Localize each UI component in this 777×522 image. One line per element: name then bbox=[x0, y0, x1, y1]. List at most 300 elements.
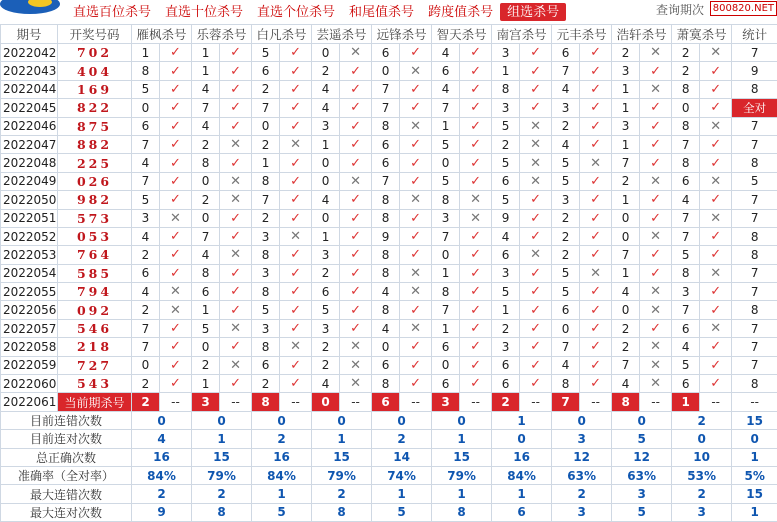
current-kill-number: 7 bbox=[552, 393, 580, 411]
check-icon: ✓ bbox=[580, 301, 612, 319]
check-icon: ✓ bbox=[700, 62, 732, 80]
column-header: 远锋杀号 bbox=[372, 25, 432, 44]
kill-number-cell: 3 bbox=[672, 283, 700, 301]
stat-value: 1 bbox=[432, 485, 492, 503]
kill-number-cell: 5 bbox=[672, 246, 700, 264]
kill-number-cell: 7 bbox=[372, 172, 400, 190]
kill-number-cell: 8 bbox=[252, 283, 280, 301]
cross-icon: ✕ bbox=[400, 117, 432, 135]
check-icon: ✓ bbox=[640, 319, 672, 337]
kill-number-cell: 7 bbox=[132, 172, 160, 190]
kill-number-cell: 0 bbox=[612, 209, 640, 227]
stat-value: 3 bbox=[552, 430, 612, 448]
check-icon: ✓ bbox=[340, 319, 372, 337]
stat-value: 5 bbox=[612, 503, 672, 521]
current-kill-number: 8 bbox=[612, 393, 640, 411]
check-icon: ✓ bbox=[640, 117, 672, 135]
period-cell: 2022046 bbox=[1, 117, 58, 135]
cross-icon: ✕ bbox=[340, 356, 372, 374]
cross-icon: ✕ bbox=[340, 338, 372, 356]
kill-number-cell: 4 bbox=[312, 80, 340, 98]
table-row bbox=[1, 301, 777, 319]
cross-icon: ✕ bbox=[340, 44, 372, 62]
check-icon: ✓ bbox=[700, 356, 732, 374]
kill-number-cell: 4 bbox=[192, 80, 220, 98]
draw-number-cell: 546 bbox=[58, 319, 132, 337]
kill-number-cell: 1 bbox=[192, 62, 220, 80]
kill-number-cell: 1 bbox=[432, 117, 460, 135]
count-cell: 5 bbox=[732, 172, 777, 190]
kill-number-cell: 2 bbox=[252, 375, 280, 393]
kill-number-cell: 8 bbox=[372, 301, 400, 319]
stat-value: 84% bbox=[132, 466, 192, 484]
check-icon: ✓ bbox=[460, 301, 492, 319]
cross-icon: ✕ bbox=[460, 209, 492, 227]
kill-number-cell: 2 bbox=[552, 227, 580, 245]
period-cell: 2022051 bbox=[1, 209, 58, 227]
check-icon: ✓ bbox=[280, 246, 312, 264]
check-icon: ✓ bbox=[640, 154, 672, 172]
check-icon: ✓ bbox=[520, 356, 552, 374]
stat-value: 12 bbox=[612, 448, 672, 466]
stat-value: 63% bbox=[612, 466, 672, 484]
kill-number-cell: 4 bbox=[372, 283, 400, 301]
pending-mark: -- bbox=[220, 393, 252, 411]
kill-number-cell: 0 bbox=[312, 172, 340, 190]
draw-number-cell: 727 bbox=[58, 356, 132, 374]
kill-number-cell: 7 bbox=[252, 99, 280, 117]
tab-3[interactable]: 和尾值杀号 bbox=[342, 3, 421, 21]
tab-5[interactable]: 组选杀号 bbox=[500, 3, 566, 21]
kill-number-cell: 7 bbox=[552, 62, 580, 80]
check-icon: ✓ bbox=[700, 135, 732, 153]
kill-number-cell: 5 bbox=[492, 191, 520, 209]
check-icon: ✓ bbox=[700, 80, 732, 98]
kill-number-cell: 7 bbox=[192, 99, 220, 117]
count-cell: 7 bbox=[732, 338, 777, 356]
kill-number-cell: 7 bbox=[132, 338, 160, 356]
stat-row bbox=[1, 411, 777, 429]
kill-number-cell: 7 bbox=[612, 246, 640, 264]
table-row bbox=[1, 135, 777, 153]
kill-number-cell: 7 bbox=[192, 227, 220, 245]
stat-label: 最大连对次数 bbox=[1, 503, 132, 521]
column-header: 南宫杀号 bbox=[492, 25, 552, 44]
check-icon: ✓ bbox=[400, 209, 432, 227]
period-cell: 2022060 bbox=[1, 375, 58, 393]
kill-number-cell: 8 bbox=[372, 117, 400, 135]
kill-number-cell: 1 bbox=[612, 264, 640, 282]
stat-value: 53% bbox=[672, 466, 732, 484]
kill-number-cell: 2 bbox=[612, 44, 640, 62]
check-icon: ✓ bbox=[340, 117, 372, 135]
check-icon: ✓ bbox=[280, 99, 312, 117]
kill-number-cell: 0 bbox=[192, 172, 220, 190]
cross-icon: ✕ bbox=[700, 264, 732, 282]
stat-value: 0 bbox=[252, 411, 312, 429]
tab-0[interactable]: 直选百位杀号 bbox=[66, 3, 158, 21]
current-kill-number: 6 bbox=[372, 393, 400, 411]
kill-number-cell: 6 bbox=[492, 172, 520, 190]
column-header: 乐蓉杀号 bbox=[192, 25, 252, 44]
check-icon: ✓ bbox=[700, 99, 732, 117]
check-icon: ✓ bbox=[160, 264, 192, 282]
kill-number-cell: 9 bbox=[492, 209, 520, 227]
kill-number-cell: 4 bbox=[312, 191, 340, 209]
kill-number-cell: 8 bbox=[372, 191, 400, 209]
kill-number-cell: 6 bbox=[672, 172, 700, 190]
kill-number-cell: 1 bbox=[192, 301, 220, 319]
stat-value: 2 bbox=[132, 485, 192, 503]
kill-number-cell: 0 bbox=[372, 338, 400, 356]
check-icon: ✓ bbox=[280, 283, 312, 301]
stat-value: 16 bbox=[492, 448, 552, 466]
draw-number-cell: 585 bbox=[58, 264, 132, 282]
check-icon: ✓ bbox=[400, 227, 432, 245]
kill-number-cell: 7 bbox=[372, 99, 400, 117]
query-period-label: 查询期次 bbox=[656, 1, 704, 18]
stat-value: 1 bbox=[312, 430, 372, 448]
check-icon: ✓ bbox=[160, 319, 192, 337]
current-kill-number: 3 bbox=[432, 393, 460, 411]
kill-number-cell: 0 bbox=[192, 209, 220, 227]
kill-number-cell: 6 bbox=[132, 264, 160, 282]
cross-icon: ✕ bbox=[220, 135, 252, 153]
tab-2[interactable]: 直选个位杀号 bbox=[250, 3, 342, 21]
pending-mark: -- bbox=[400, 393, 432, 411]
kill-number-cell: 5 bbox=[492, 154, 520, 172]
current-kill-number: 2 bbox=[492, 393, 520, 411]
draw-number-cell: 225 bbox=[58, 154, 132, 172]
check-icon: ✓ bbox=[220, 301, 252, 319]
draw-number-cell: 026 bbox=[58, 172, 132, 190]
check-icon: ✓ bbox=[340, 264, 372, 282]
check-icon: ✓ bbox=[220, 227, 252, 245]
count-cell: 7 bbox=[732, 283, 777, 301]
kill-number-cell: 2 bbox=[552, 246, 580, 264]
stat-value: 1 bbox=[372, 485, 432, 503]
cross-icon: ✕ bbox=[700, 209, 732, 227]
check-icon: ✓ bbox=[280, 301, 312, 319]
check-icon: ✓ bbox=[400, 172, 432, 190]
stat-value: 9 bbox=[132, 503, 192, 521]
count-cell: 8 bbox=[732, 80, 777, 98]
kill-number-cell: 3 bbox=[492, 338, 520, 356]
stat-value: 0 bbox=[132, 411, 192, 429]
stat-value: 1 bbox=[732, 503, 777, 521]
cross-icon: ✕ bbox=[160, 209, 192, 227]
period-cell: 2022054 bbox=[1, 264, 58, 282]
stat-value: 5 bbox=[372, 503, 432, 521]
pending-mark: -- bbox=[700, 393, 732, 411]
check-icon: ✓ bbox=[340, 191, 372, 209]
check-icon: ✓ bbox=[580, 44, 612, 62]
kill-number-cell: 2 bbox=[192, 191, 220, 209]
stat-value: 0 bbox=[192, 411, 252, 429]
kill-number-cell: 2 bbox=[312, 62, 340, 80]
check-icon: ✓ bbox=[160, 117, 192, 135]
stat-value: 5 bbox=[252, 503, 312, 521]
check-icon: ✓ bbox=[700, 301, 732, 319]
cross-icon: ✕ bbox=[700, 117, 732, 135]
site-logo-icon bbox=[0, 0, 60, 20]
kill-number-cell: 4 bbox=[312, 99, 340, 117]
cross-icon: ✕ bbox=[220, 172, 252, 190]
check-icon: ✓ bbox=[460, 44, 492, 62]
stat-value: 0 bbox=[312, 411, 372, 429]
stat-value: 2 bbox=[312, 485, 372, 503]
kill-number-cell: 1 bbox=[612, 191, 640, 209]
cross-icon: ✕ bbox=[400, 283, 432, 301]
kill-number-cell: 1 bbox=[132, 44, 160, 62]
draw-number-cell: 875 bbox=[58, 117, 132, 135]
kill-number-cell: 3 bbox=[612, 117, 640, 135]
kill-number-cell: 6 bbox=[192, 283, 220, 301]
kill-number-cell: 8 bbox=[672, 117, 700, 135]
check-icon: ✓ bbox=[160, 338, 192, 356]
tab-4[interactable]: 跨度值杀号 bbox=[421, 3, 500, 21]
period-cell: 2022058 bbox=[1, 338, 58, 356]
check-icon: ✓ bbox=[520, 338, 552, 356]
check-icon: ✓ bbox=[520, 283, 552, 301]
check-icon: ✓ bbox=[520, 227, 552, 245]
kill-number-cell: 7 bbox=[672, 209, 700, 227]
draw-number-cell: 764 bbox=[58, 246, 132, 264]
count-cell: 7 bbox=[732, 44, 777, 62]
check-icon: ✓ bbox=[580, 172, 612, 190]
count-cell: 7 bbox=[732, 319, 777, 337]
kill-number-cell: 2 bbox=[132, 301, 160, 319]
count-cell: 7 bbox=[732, 191, 777, 209]
column-header: 雁枫杀号 bbox=[132, 25, 192, 44]
period-cell: 2022055 bbox=[1, 283, 58, 301]
kill-number-cell: 4 bbox=[552, 135, 580, 153]
kill-number-cell: 4 bbox=[492, 227, 520, 245]
kill-number-cell: 4 bbox=[132, 227, 160, 245]
kill-number-cell: 6 bbox=[672, 375, 700, 393]
kill-number-cell: 2 bbox=[252, 209, 280, 227]
stat-label: 准确率（全对率） bbox=[1, 466, 132, 484]
count-cell: 7 bbox=[732, 264, 777, 282]
pending-mark: -- bbox=[640, 393, 672, 411]
period-cell: 2022059 bbox=[1, 356, 58, 374]
check-icon: ✓ bbox=[220, 375, 252, 393]
draw-number-cell: 702 bbox=[58, 44, 132, 62]
check-icon: ✓ bbox=[220, 99, 252, 117]
check-icon: ✓ bbox=[400, 246, 432, 264]
cross-icon: ✕ bbox=[520, 154, 552, 172]
pending-mark: -- bbox=[520, 393, 552, 411]
check-icon: ✓ bbox=[640, 135, 672, 153]
kill-number-cell: 6 bbox=[492, 375, 520, 393]
stat-value: 1 bbox=[432, 430, 492, 448]
count-cell: 8 bbox=[732, 246, 777, 264]
stat-value: 8 bbox=[192, 503, 252, 521]
stat-value: 12 bbox=[552, 448, 612, 466]
kill-number-cell: 7 bbox=[672, 301, 700, 319]
check-icon: ✓ bbox=[580, 99, 612, 117]
check-icon: ✓ bbox=[160, 135, 192, 153]
cross-icon: ✕ bbox=[640, 338, 672, 356]
stat-value: 15 bbox=[732, 485, 777, 503]
kill-number-cell: 3 bbox=[312, 319, 340, 337]
kill-number-cell: 8 bbox=[252, 338, 280, 356]
kill-number-cell: 8 bbox=[372, 246, 400, 264]
current-kill-label: 当前期杀号 bbox=[58, 393, 132, 411]
stat-value: 15 bbox=[732, 411, 777, 429]
stat-value: 84% bbox=[252, 466, 312, 484]
kill-number-cell: 4 bbox=[312, 375, 340, 393]
kill-number-cell: 7 bbox=[552, 338, 580, 356]
check-icon: ✓ bbox=[220, 80, 252, 98]
cross-icon: ✕ bbox=[160, 283, 192, 301]
kill-number-cell: 2 bbox=[192, 135, 220, 153]
kill-number-cell: 0 bbox=[252, 117, 280, 135]
kill-number-cell: 3 bbox=[492, 44, 520, 62]
kill-number-cell: 1 bbox=[432, 319, 460, 337]
period-cell: 2022042 bbox=[1, 44, 58, 62]
check-icon: ✓ bbox=[520, 80, 552, 98]
stat-value: 1 bbox=[492, 411, 552, 429]
kill-number-cell: 1 bbox=[612, 80, 640, 98]
kill-number-cell: 2 bbox=[252, 135, 280, 153]
stat-value: 0 bbox=[732, 430, 777, 448]
cross-icon: ✕ bbox=[340, 172, 372, 190]
kill-number-cell: 2 bbox=[552, 117, 580, 135]
cross-icon: ✕ bbox=[400, 264, 432, 282]
check-icon: ✓ bbox=[700, 191, 732, 209]
period-cell: 2022053 bbox=[1, 246, 58, 264]
check-icon: ✓ bbox=[340, 227, 372, 245]
kill-number-cell: 1 bbox=[492, 62, 520, 80]
check-icon: ✓ bbox=[400, 80, 432, 98]
kill-number-cell: 2 bbox=[612, 319, 640, 337]
tab-1[interactable]: 直选十位杀号 bbox=[158, 3, 250, 21]
stat-value: 0 bbox=[612, 411, 672, 429]
draw-number-cell: 218 bbox=[58, 338, 132, 356]
stat-value: 8 bbox=[312, 503, 372, 521]
kill-number-cell: 4 bbox=[552, 356, 580, 374]
check-icon: ✓ bbox=[460, 246, 492, 264]
kill-type-tabs bbox=[66, 3, 566, 21]
check-icon: ✓ bbox=[460, 172, 492, 190]
table-row bbox=[1, 62, 777, 80]
kill-number-cell: 1 bbox=[312, 227, 340, 245]
table-header bbox=[1, 25, 777, 44]
column-header: 萧寞杀号 bbox=[672, 25, 732, 44]
stat-value: 1 bbox=[492, 485, 552, 503]
check-icon: ✓ bbox=[340, 62, 372, 80]
kill-number-cell: 2 bbox=[492, 135, 520, 153]
kill-number-table bbox=[0, 24, 777, 522]
check-icon: ✓ bbox=[580, 246, 612, 264]
kill-number-cell: 9 bbox=[372, 227, 400, 245]
check-icon: ✓ bbox=[220, 44, 252, 62]
current-row bbox=[1, 393, 777, 411]
count-cell: 7 bbox=[732, 209, 777, 227]
kill-number-cell: 5 bbox=[192, 319, 220, 337]
check-icon: ✓ bbox=[280, 80, 312, 98]
kill-number-cell: 5 bbox=[132, 80, 160, 98]
kill-number-cell: 6 bbox=[312, 283, 340, 301]
check-icon: ✓ bbox=[580, 117, 612, 135]
kill-number-cell: 0 bbox=[612, 301, 640, 319]
check-icon: ✓ bbox=[280, 191, 312, 209]
check-icon: ✓ bbox=[160, 356, 192, 374]
kill-number-cell: 2 bbox=[612, 172, 640, 190]
kill-number-cell: 0 bbox=[432, 356, 460, 374]
check-icon: ✓ bbox=[280, 117, 312, 135]
period-cell: 2022061 bbox=[1, 393, 58, 411]
table-row bbox=[1, 99, 777, 117]
kill-number-cell: 2 bbox=[132, 375, 160, 393]
check-icon: ✓ bbox=[640, 191, 672, 209]
stat-value: 1 bbox=[732, 448, 777, 466]
stat-label: 目前连错次数 bbox=[1, 411, 132, 429]
cross-icon: ✕ bbox=[700, 172, 732, 190]
table-row bbox=[1, 356, 777, 374]
check-icon: ✓ bbox=[460, 154, 492, 172]
pending-mark: -- bbox=[280, 393, 312, 411]
stat-value: 2 bbox=[552, 485, 612, 503]
kill-number-cell: 4 bbox=[672, 338, 700, 356]
kill-number-cell: 2 bbox=[312, 356, 340, 374]
kill-number-cell: 6 bbox=[372, 135, 400, 153]
check-icon: ✓ bbox=[520, 375, 552, 393]
count-cell: 8 bbox=[732, 227, 777, 245]
current-kill-number: 1 bbox=[672, 393, 700, 411]
kill-number-cell: 8 bbox=[192, 264, 220, 282]
kill-number-cell: 7 bbox=[672, 227, 700, 245]
kill-number-cell: 5 bbox=[552, 172, 580, 190]
stat-row bbox=[1, 503, 777, 521]
kill-number-cell: 0 bbox=[432, 154, 460, 172]
check-icon: ✓ bbox=[160, 375, 192, 393]
stat-value: 16 bbox=[132, 448, 192, 466]
stat-value: 15 bbox=[432, 448, 492, 466]
check-icon: ✓ bbox=[220, 209, 252, 227]
cross-icon: ✕ bbox=[400, 62, 432, 80]
check-icon: ✓ bbox=[400, 99, 432, 117]
kill-number-cell: 8 bbox=[252, 172, 280, 190]
cross-icon: ✕ bbox=[640, 227, 672, 245]
check-icon: ✓ bbox=[640, 99, 672, 117]
pending-mark: -- bbox=[160, 393, 192, 411]
kill-number-cell: 7 bbox=[432, 99, 460, 117]
kill-number-cell: 2 bbox=[252, 80, 280, 98]
stat-value: 2 bbox=[192, 485, 252, 503]
cross-icon: ✕ bbox=[520, 135, 552, 153]
column-header: 开奖号码 bbox=[58, 25, 132, 44]
kill-number-cell: 3 bbox=[132, 209, 160, 227]
cross-icon: ✕ bbox=[340, 375, 372, 393]
cross-icon: ✕ bbox=[400, 191, 432, 209]
kill-number-cell: 8 bbox=[492, 80, 520, 98]
kill-number-cell: 3 bbox=[252, 319, 280, 337]
draw-number-cell: 404 bbox=[58, 62, 132, 80]
kill-number-cell: 1 bbox=[492, 301, 520, 319]
kill-number-cell: 4 bbox=[552, 80, 580, 98]
kill-number-cell: 7 bbox=[432, 227, 460, 245]
kill-number-cell: 7 bbox=[132, 319, 160, 337]
cross-icon: ✕ bbox=[280, 227, 312, 245]
cross-icon: ✕ bbox=[400, 319, 432, 337]
kill-number-cell: 4 bbox=[132, 154, 160, 172]
check-icon: ✓ bbox=[460, 375, 492, 393]
count-cell: 9 bbox=[732, 62, 777, 80]
cross-icon: ✕ bbox=[640, 356, 672, 374]
check-icon: ✓ bbox=[340, 246, 372, 264]
